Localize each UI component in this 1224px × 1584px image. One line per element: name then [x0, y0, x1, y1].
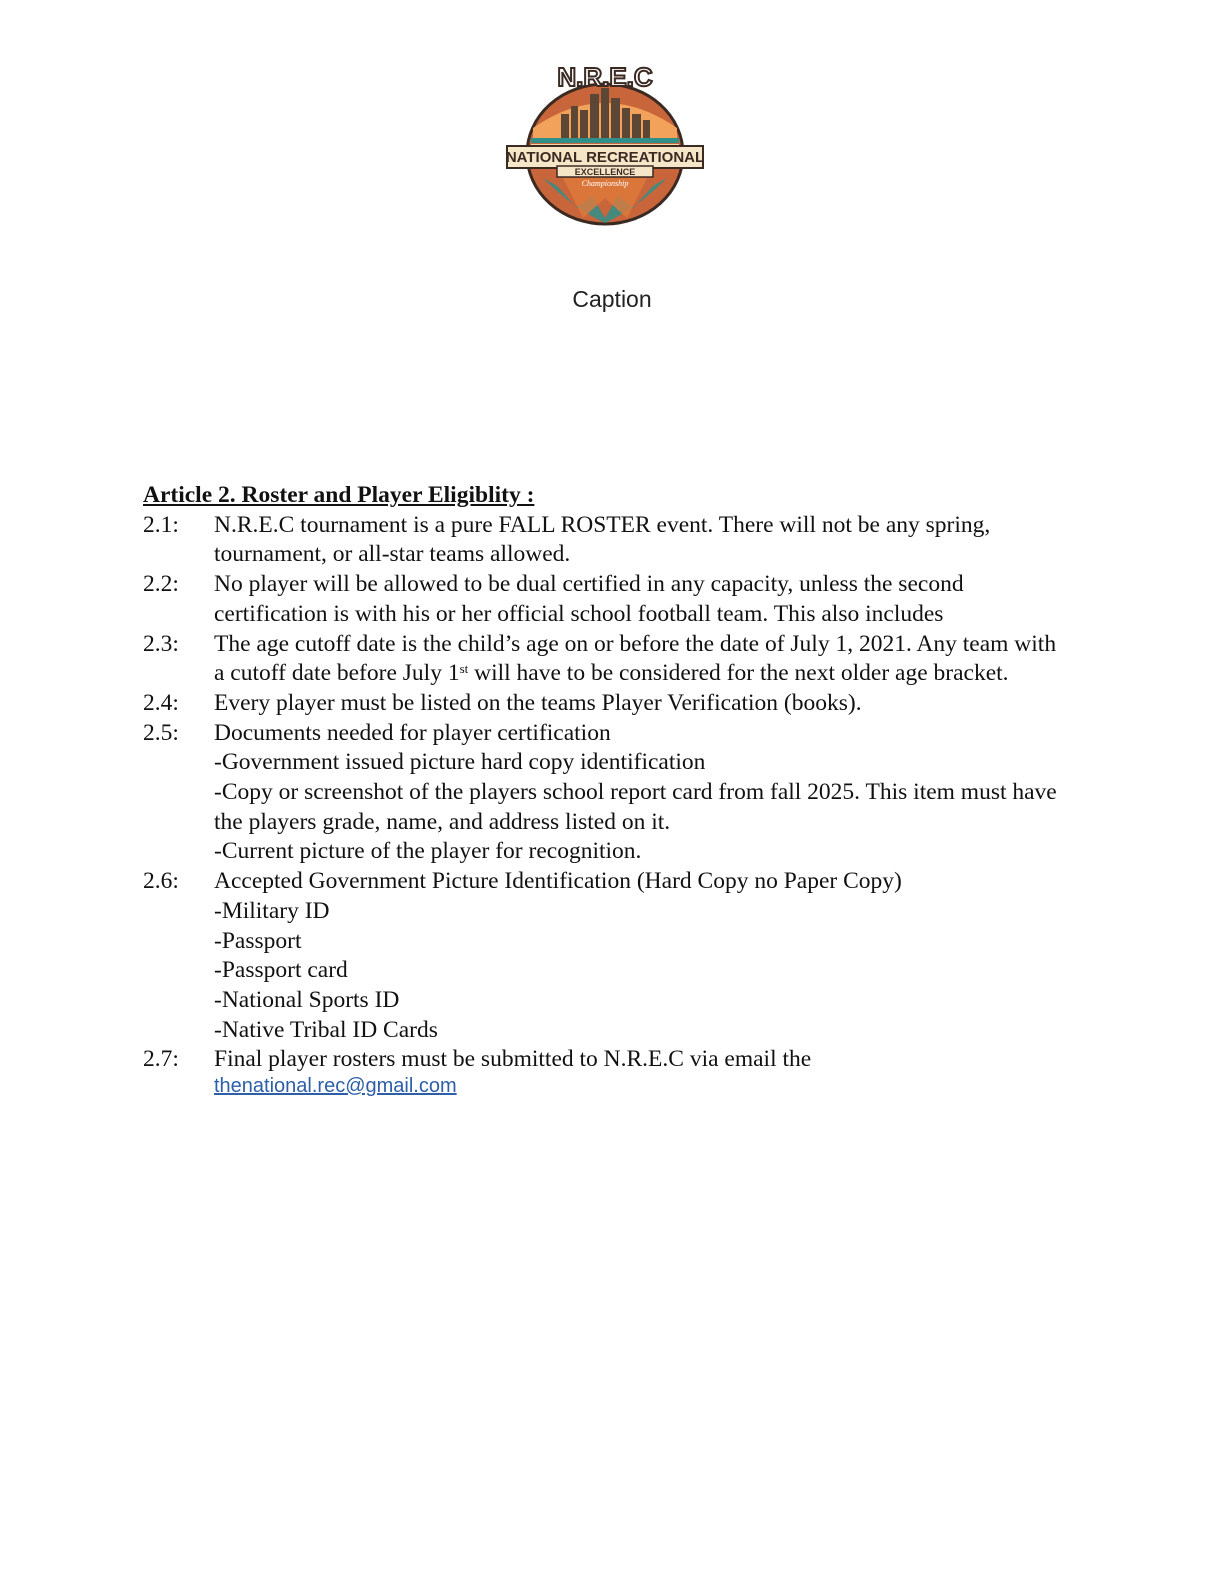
- email-link[interactable]: thenational.rec@gmail.com: [214, 1075, 457, 1098]
- clause-line: Every player must be listed on the teams Player Verification (books).: [214, 689, 862, 716]
- svg-text:N.R.E.C: N.R.E.C: [557, 62, 653, 92]
- clause-line: Documents needed for player certification: [214, 719, 611, 746]
- caption: Caption: [572, 286, 652, 312]
- clause-2-5: [143, 719, 1083, 868]
- svg-text:EXCELLENCE: EXCELLENCE: [574, 167, 636, 177]
- clause-number: 2.2:: [143, 571, 179, 598]
- nrec-logo: [503, 58, 707, 228]
- clause-line: -Current picture of the player for recognition.: [214, 838, 642, 865]
- clause-line: -National Sports ID: [214, 986, 400, 1013]
- clause-line: Accepted Government Picture Identification (Hard Copy no Paper Copy): [214, 868, 902, 895]
- clause-line: a cutoff date before July 1st will have to be considered for the next older age bracket.: [214, 660, 1009, 687]
- clause-number: 2.5:: [143, 719, 179, 746]
- clause-2-7: [143, 1045, 1083, 1097]
- svg-text:NATIONAL RECREATIONAL: NATIONAL RECREATIONAL: [505, 149, 705, 166]
- clause-line: -Passport card: [214, 957, 348, 984]
- clause-line: No player will be allowed to be dual certified in any capacity, unless the second: [214, 571, 964, 598]
- clause-line: -Copy or screenshot of the players school report card from fall 2025. This item must have: [214, 779, 1057, 806]
- clause-line: the players grade, name, and address listed on it.: [214, 808, 671, 835]
- article-2: [143, 481, 1083, 1097]
- clause-line: -Government issued picture hard copy identification: [214, 749, 706, 776]
- clause-number: 2.3:: [143, 630, 179, 657]
- clause-number: 2.4:: [143, 689, 179, 716]
- clause-line: tournament, or all-star teams allowed.: [214, 541, 571, 568]
- svg-text:Championship: Championship: [581, 179, 629, 188]
- clause-2-2: [143, 570, 1083, 629]
- clause-line: -Native Tribal ID Cards: [214, 1016, 438, 1043]
- clause-2-3: [143, 630, 1083, 689]
- clause-line: -Military ID: [214, 897, 330, 924]
- clause-number: 2.1:: [143, 511, 179, 538]
- clause-line: Final player rosters must be submitted to N.R.E.C via email the: [214, 1046, 812, 1073]
- clause-line: -Passport: [214, 927, 302, 954]
- article-heading: Article 2. Roster and Player Eligiblity :: [143, 482, 535, 508]
- clause-2-6: [143, 867, 1083, 1045]
- clause-line: The age cutoff date is the child’s age on or before the date of July 1, 2021. Any team with: [214, 630, 1057, 657]
- clause-2-1: [143, 511, 1083, 570]
- clause-number: 2.6:: [143, 868, 179, 895]
- clause-2-4: [143, 689, 1083, 719]
- clause-line: certification is with his or her official school football team. This also includes: [214, 600, 944, 627]
- clause-number: 2.7:: [143, 1046, 179, 1073]
- clause-line: N.R.E.C tournament is a pure FALL ROSTER event. There will not be any spring,: [214, 511, 991, 538]
